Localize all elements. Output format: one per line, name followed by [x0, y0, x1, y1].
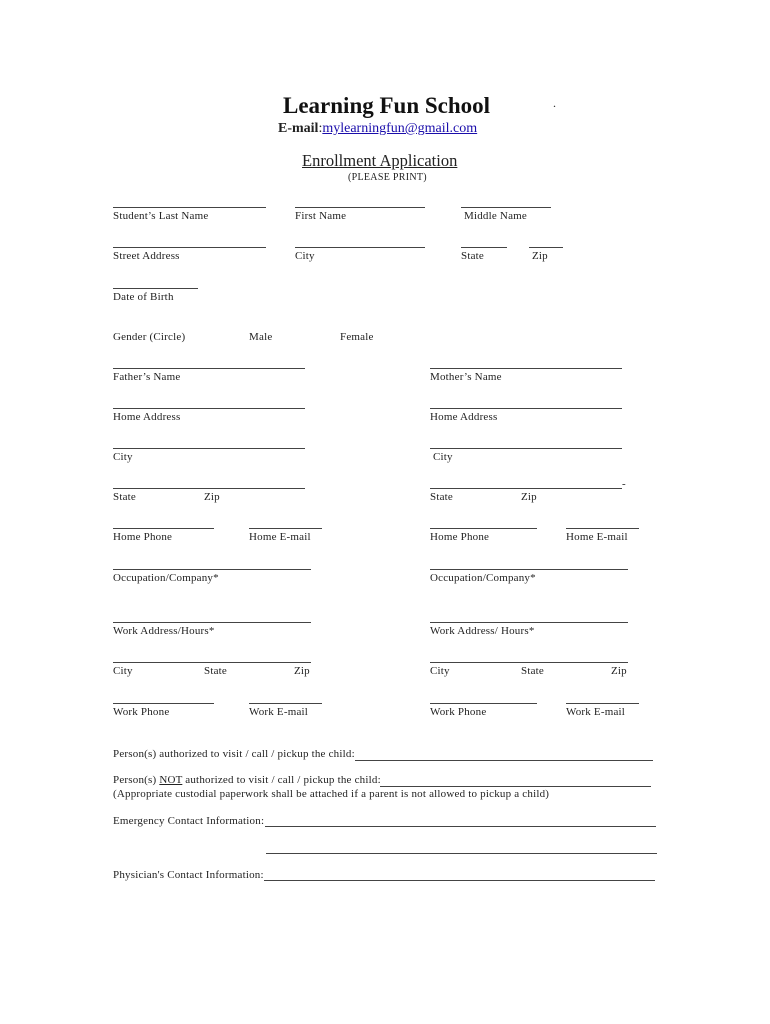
not-authorized-label [113, 774, 381, 786]
father-work-city-line[interactable] [113, 662, 311, 663]
father-work-address-label: Work Address/Hours* [113, 625, 215, 637]
mother-city-line[interactable] [430, 448, 622, 449]
father-state-zip-line[interactable] [113, 488, 305, 489]
middle-name-line[interactable] [461, 207, 551, 208]
form-title: Enrollment Application [302, 151, 458, 170]
mother-work-phone-label: Work Phone [430, 706, 487, 718]
mother-work-email-label: Work E-mail [566, 706, 626, 718]
middle-name-label: Middle Name [464, 210, 527, 222]
first-name-label: First Name [295, 210, 347, 222]
emergency-line-2[interactable] [266, 853, 657, 854]
mother-state-zip-line[interactable] [430, 488, 622, 489]
mother-occupation-line[interactable] [430, 569, 628, 570]
street-line[interactable] [113, 247, 266, 248]
not-authorized-line[interactable] [380, 786, 651, 787]
father-home-address-label: Home Address [113, 411, 181, 423]
physician-label: Physician's Contact Information: [113, 869, 264, 881]
father-name-line[interactable] [113, 368, 305, 369]
father-city-line[interactable] [113, 448, 305, 449]
father-occupation-label: Occupation/Company* [113, 572, 219, 584]
mother-name-line[interactable] [430, 368, 622, 369]
zip-line[interactable] [529, 247, 563, 248]
state-line[interactable] [461, 247, 507, 248]
mother-home-email-label: Home E-mail [566, 531, 628, 543]
father-work-address-line[interactable] [113, 622, 311, 623]
dob-label: Date of Birth [113, 291, 174, 303]
mother-city-label: City [433, 451, 453, 463]
father-home-phone-line[interactable] [113, 528, 214, 529]
father-home-email-line[interactable] [249, 528, 322, 529]
last-name-line[interactable] [113, 207, 266, 208]
mother-home-phone-line[interactable] [430, 528, 537, 529]
father-state-label: State [113, 491, 136, 503]
father-work-phone-label: Work Phone [113, 706, 170, 718]
city-line[interactable] [295, 247, 425, 248]
mother-home-phone-label: Home Phone [430, 531, 490, 543]
mother-work-state-label: State [521, 665, 544, 677]
mother-work-email-line[interactable] [566, 703, 639, 704]
father-home-email-label: Home E-mail [249, 531, 311, 543]
mother-work-zip-label: Zip [611, 665, 627, 677]
gender-female[interactable]: Female [340, 331, 374, 343]
mother-home-address-label: Home Address [430, 411, 498, 423]
mother-work-phone-line[interactable] [430, 703, 537, 704]
father-work-email-label: Work E-mail [249, 706, 309, 718]
emergency-line-1[interactable] [265, 826, 656, 827]
mother-state-label: State [430, 491, 453, 503]
father-work-phone-line[interactable] [113, 703, 214, 704]
father-home-phone-label: Home Phone [113, 531, 173, 543]
email-link[interactable]: mylearningfun@gmail.com [322, 121, 478, 136]
mother-home-address-line[interactable] [430, 408, 622, 409]
mother-line-dash: - [622, 478, 626, 490]
not-word: NOT [159, 774, 183, 786]
gender-label: Gender (Circle) [113, 331, 186, 343]
first-name-line[interactable] [295, 207, 425, 208]
stray-mark: . [553, 96, 556, 110]
zip-label: Zip [532, 250, 548, 262]
father-name-label: Father’s Name [113, 371, 181, 383]
mother-work-city-label: City [430, 665, 450, 677]
city-label: City [295, 250, 315, 262]
authorized-line[interactable] [355, 760, 653, 761]
custody-note: (Appropriate custodial paperwork shall be attached if a parent is not allowed to pickup a child) [113, 788, 550, 800]
mother-name-label: Mother’s Name [430, 371, 502, 383]
emergency-label: Emergency Contact Information: [113, 815, 265, 827]
physician-line[interactable] [264, 880, 655, 881]
mother-work-address-line[interactable] [430, 622, 628, 623]
not-authorized-suffix: authorized to visit / call / pickup the child: [182, 774, 381, 786]
authorized-label: Person(s) authorized to visit / call / pickup the child: [113, 748, 355, 760]
mother-work-address-label: Work Address/ Hours* [430, 625, 535, 637]
print-note: (PLEASE PRINT) [348, 172, 427, 183]
email-label: E-mail [278, 121, 319, 136]
school-name: Learning Fun School [283, 93, 491, 118]
street-label: Street Address [113, 250, 180, 262]
email-row [278, 121, 477, 137]
mother-zip-label: Zip [521, 491, 537, 503]
dob-line[interactable] [113, 288, 198, 289]
email-separator: : [318, 121, 323, 136]
father-home-address-line[interactable] [113, 408, 305, 409]
father-zip-label: Zip [204, 491, 220, 503]
mother-work-city-line[interactable] [430, 662, 628, 663]
father-work-zip-label: Zip [294, 665, 310, 677]
father-work-email-line[interactable] [249, 703, 322, 704]
father-city-label: City [113, 451, 133, 463]
mother-occupation-label: Occupation/Company* [430, 572, 536, 584]
last-name-label: Student’s Last Name [113, 210, 209, 222]
state-label: State [461, 250, 484, 262]
father-occupation-line[interactable] [113, 569, 311, 570]
father-work-city-label: City [113, 665, 133, 677]
father-work-state-label: State [204, 665, 227, 677]
gender-male[interactable]: Male [249, 331, 273, 343]
not-authorized-prefix: Person(s) [113, 774, 160, 786]
mother-home-email-line[interactable] [566, 528, 639, 529]
